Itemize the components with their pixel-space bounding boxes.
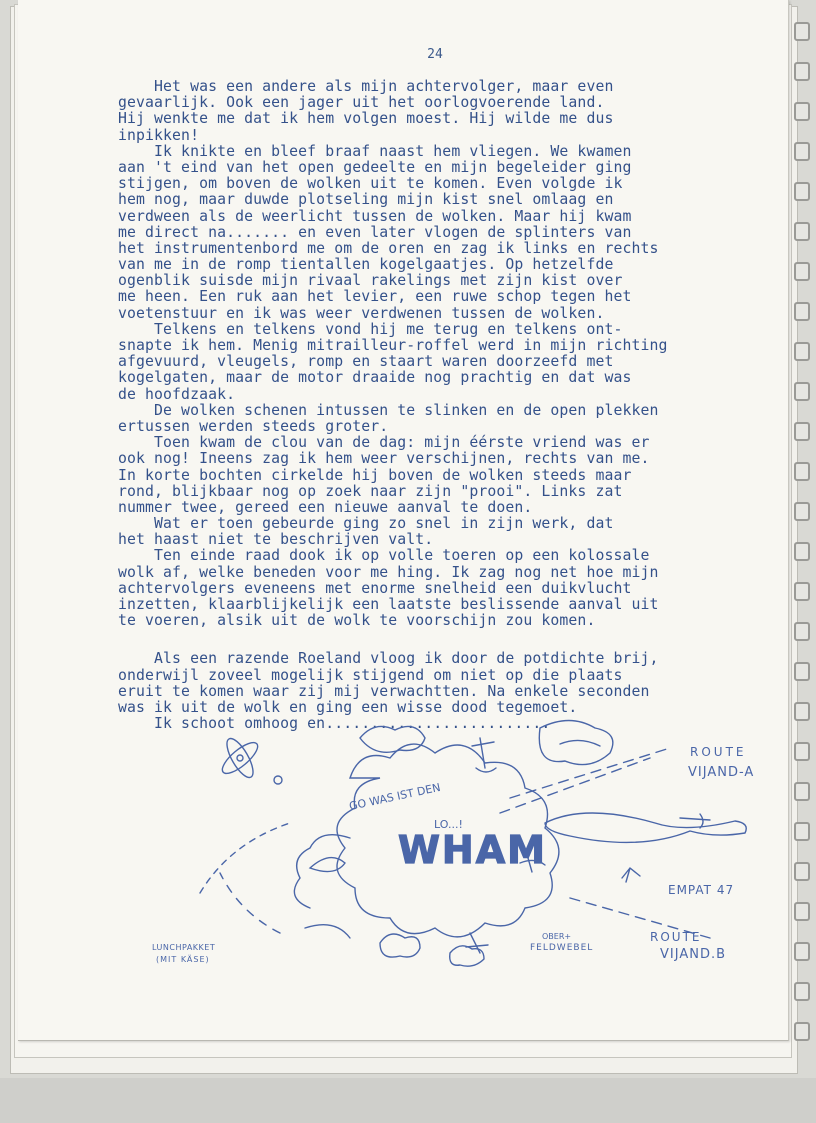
text-line: aan 't eind van het open gedeelte en mijn begeleider ging: [118, 158, 632, 176]
binding-ring: [794, 582, 810, 601]
text-line: was ik uit de wolk en ging een wisse dood tegemoet.: [118, 698, 578, 716]
text-line: ertussen werden steeds groter.: [118, 417, 389, 435]
binding-ring: [794, 342, 810, 361]
binding-ring: [794, 1022, 810, 1041]
text-line: Toen kwam de clou van de dag: mijn éérste vriend was er: [118, 434, 650, 452]
speech-bubble-line-2: LO...!: [434, 818, 463, 831]
binding-ring: [794, 302, 810, 321]
binding-ring: [794, 262, 810, 281]
text-line: afgevuurd, vleugels, romp en staart waren doorzeefd met: [118, 353, 614, 371]
propeller-icon: [218, 735, 282, 784]
text-line: stijgen, om boven de wolken uit te komen. Even volgde ik: [118, 175, 623, 193]
text-line: het haast niet te beschrijven valt.: [118, 531, 434, 549]
text-line: In korte bochten cirkelde hij boven de wolken steeds maar: [118, 466, 632, 484]
feldwebel-label-line-1: OBER+: [542, 932, 572, 941]
text-line: achtervolgers eveneens met enorme snelheid een duikvlucht: [118, 579, 632, 597]
binding-ring: [794, 742, 810, 761]
text-line: inzetten, klaarblijkelijk een laatste beslissende aanval uit: [118, 596, 659, 613]
binding-ring: [794, 222, 810, 241]
text-line: Het was een andere als mijn achtervolger, maar even: [118, 78, 614, 95]
text-line: hem nog, maar duwde plotseling mijn kist snel omlaag en: [118, 191, 614, 209]
text-line: de hoofdzaak.: [118, 385, 236, 403]
text-line: Ten einde raad dook ik op volle toeren op een kolossale: [118, 547, 650, 565]
page-number: 24: [427, 47, 443, 62]
text-line: me heen. Een ruk aan het levier, een ruwe schop tegen het: [118, 288, 632, 306]
binding-ring: [794, 422, 810, 441]
text-line: het instrumentenbord me om de oren en zag ik links en rechts: [118, 239, 659, 257]
binding-ring: [794, 182, 810, 201]
dogfight-sketch: [150, 718, 790, 988]
text-line: voetenstuur en ik was weer verdwenen tussen de wolken.: [118, 304, 605, 322]
text-line: kogelgaten, maar de motor draaide nog prachtig en dat was: [118, 369, 632, 387]
binding-ring: [794, 102, 810, 121]
text-line: nummer twee, gereed een nieuwe aanval te doen.: [118, 498, 533, 516]
lunch-label-line-2: (MIT KÄSE): [156, 955, 210, 964]
text-line: Telkens en telkens vond hij me terug en telkens ont-: [118, 320, 623, 338]
text-line: wolk af, welke beneden voor me hing. Ik zag nog net hoe mijn: [118, 563, 659, 581]
text-line: Ik knikte en bleef braaf naast hem vliegen. We kwamen: [118, 142, 632, 160]
binding-ring: [794, 782, 810, 801]
text-line: Hij wenkte me dat ik hem volgen moest. Hij wilde me dus: [118, 110, 614, 128]
binding-ring: [794, 902, 810, 921]
binding-ring: [794, 462, 810, 481]
cartoon-illustration: [150, 718, 790, 988]
binding-ring: [794, 822, 810, 841]
text-line: van me in de romp tientallen kogelgaatjes. Op hetzelfde: [118, 256, 614, 274]
body-text: [118, 79, 778, 732]
binding-ring: [794, 862, 810, 881]
route-b-label-line-1: ROUTE: [650, 930, 702, 944]
lunch-label-line-1: LUNCHPAKKET: [152, 943, 216, 952]
artist-signature: EMPAT 47: [668, 883, 735, 897]
route-a-label-line-1: ROUTE: [690, 745, 747, 759]
binding-ring: [794, 382, 810, 401]
scanner-background: [0, 1078, 816, 1123]
wham-text: WHAM: [398, 828, 547, 872]
text-line: Als een razende Roeland vloog ik door de potdichte brij,: [118, 650, 659, 668]
text-line: me direct na....... en even later vlogen de splinters van: [118, 223, 632, 241]
text-line: Wat er toen gebeurde ging zo snel in zijn werk, dat: [118, 515, 614, 533]
route-b-label-line-2: VIJAND.B: [660, 947, 727, 962]
text-line: Ik schoot omhoog en.........................: [118, 715, 551, 733]
text-line: snapte ik hem. Menig mitrailleur-roffel werd in mijn richting: [118, 337, 668, 354]
text-line: rond, blijkbaar nog op zoek naar zijn "prooi". Links zat: [118, 482, 623, 500]
text-line: onderwijl zoveel mogelijk stijgend om niet op die plaats: [118, 666, 623, 684]
text-line: gevaarlijk. Ook een jager uit het oorlogvoerende land.: [118, 94, 605, 112]
binding-ring: [794, 662, 810, 681]
text-line: verdween als de weerlicht tussen de wolken. Maar hij kwam: [118, 207, 632, 225]
text-line: inpikken!: [118, 126, 200, 144]
binding-ring: [794, 702, 810, 721]
text-line: [118, 629, 778, 651]
binding-ring: [794, 22, 810, 41]
text-line: ook nog! Ineens zag ik hem weer verschijnen, rechts van me.: [118, 450, 650, 468]
text-line: te voeren, alsik uit de wolk te voorschijn zou komen.: [118, 612, 596, 630]
binding-ring: [794, 62, 810, 81]
binding-ring: [794, 542, 810, 561]
spiral-binding: [790, 0, 816, 1060]
text-line: eruit te komen waar zij mij verwachtten. Na enkele seconden: [118, 682, 650, 700]
feldwebel-label-line-2: FELDWEBEL: [530, 943, 594, 953]
binding-ring: [794, 622, 810, 641]
binding-ring: [794, 982, 810, 1001]
binding-ring: [794, 502, 810, 521]
route-a-label-line-2: VIJAND-A: [688, 765, 755, 780]
binding-ring: [794, 942, 810, 961]
speech-bubble-line-1: GO WAS IST DEN: [347, 780, 442, 813]
text-line: De wolken schenen intussen te slinken en de open plekken: [118, 401, 659, 419]
text-line: ogenblik suisde mijn rivaal rakelings met zijn kist over: [118, 272, 623, 290]
binding-ring: [794, 142, 810, 161]
